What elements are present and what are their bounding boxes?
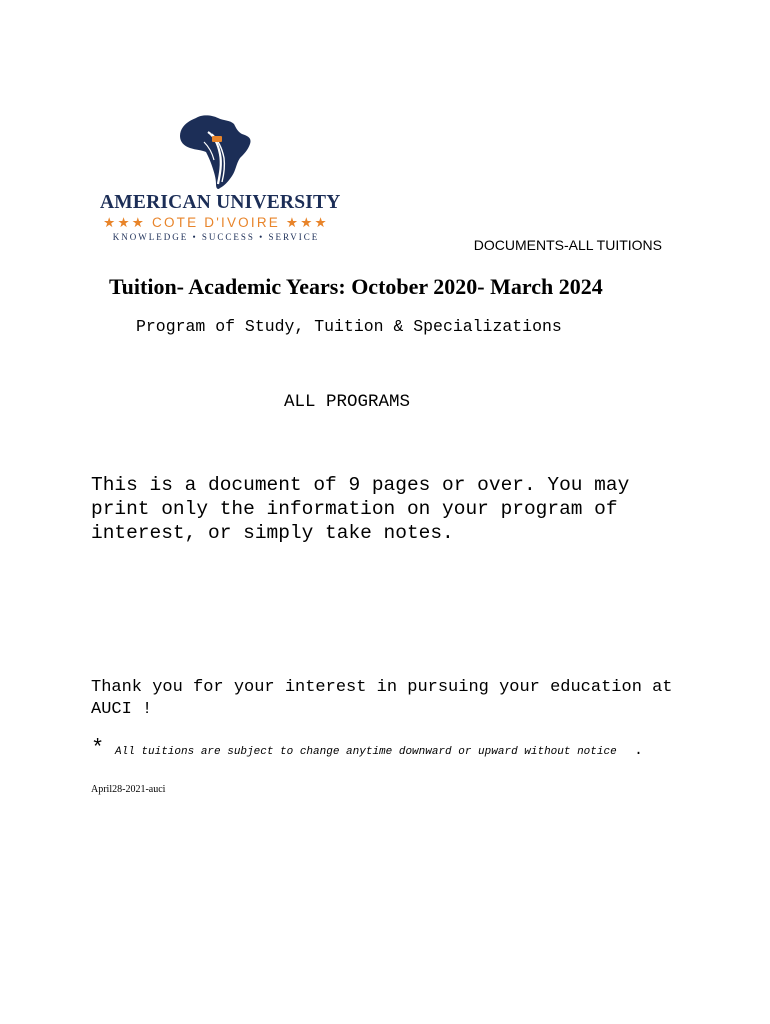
thank-you-message: Thank you for your interest in pursuing your education at AUCI ! xyxy=(91,678,673,719)
logo-university-name: AMERICAN UNIVERSITY xyxy=(100,192,341,213)
page-subtitle: Program of Study, Tuition & Specializations xyxy=(136,317,562,336)
document-category-label: DOCUMENTS-ALL TUITIONS xyxy=(473,237,662,253)
university-logo xyxy=(100,112,341,248)
page-title: Tuition- Academic Years: October 2020- March 2024 xyxy=(109,274,603,299)
disclaimer-asterisk: * xyxy=(91,736,105,761)
document-notice: This is a document of 9 pages or over. You may print only the information on your program of interest, or simply take notes. xyxy=(91,474,630,544)
programs-heading: ALL PROGRAMS xyxy=(284,392,411,412)
africa-map-icon xyxy=(178,112,254,192)
logo-tagline: KNOWLEDGE • SUCCESS • SERVICE xyxy=(112,232,320,242)
disclaimer-period: . xyxy=(634,742,644,759)
logo-country-subtitle: ★★★ COTE D'IVOIRE ★★★ xyxy=(103,215,329,230)
tuition-disclaimer: All tuitions are subject to change anytime downward or upward without notice xyxy=(115,746,617,758)
document-code: April28-2021-auci xyxy=(91,784,166,795)
